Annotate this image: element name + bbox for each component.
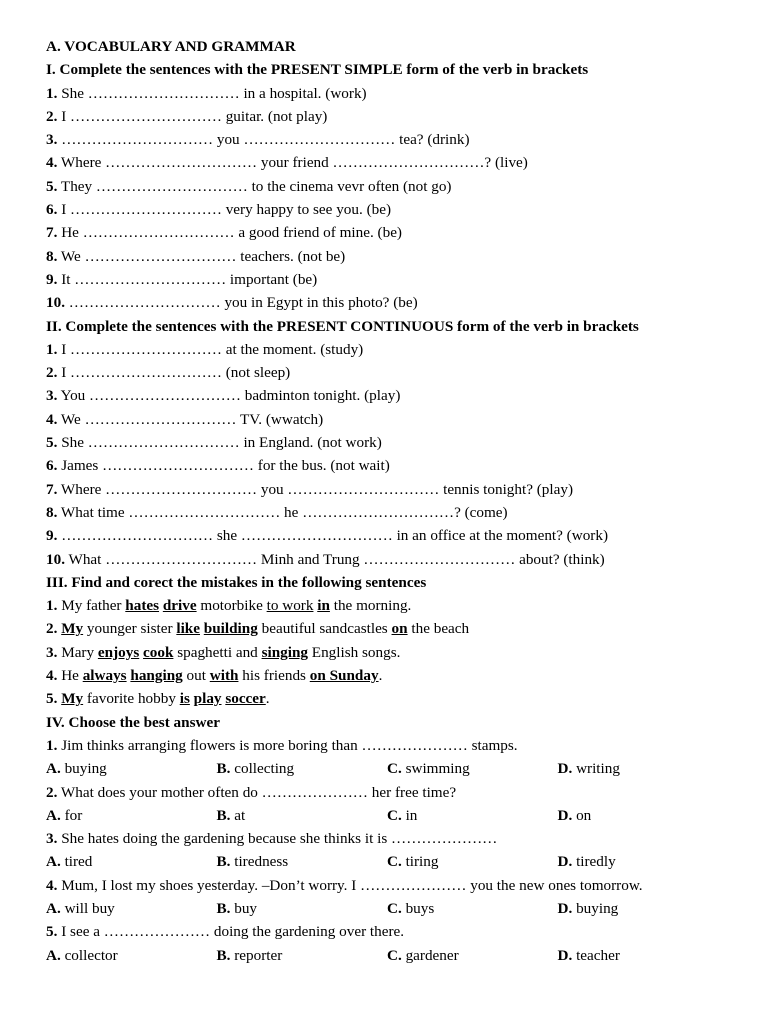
marked-word: like xyxy=(176,620,200,638)
item-number: 10. xyxy=(46,550,65,568)
marked-word: to work xyxy=(266,597,314,615)
exercise-item xyxy=(46,82,728,105)
option-text: buying xyxy=(60,760,107,778)
item-number: 1. xyxy=(46,340,58,358)
item-number: 9. xyxy=(46,527,58,545)
section-3-list xyxy=(46,594,728,710)
item-text: What time ………………………… he …………………………? (come) xyxy=(57,503,508,521)
question xyxy=(46,874,728,921)
marked-word: play xyxy=(193,690,222,708)
item-number: 10. xyxy=(46,294,65,312)
item-number: 5. xyxy=(46,434,58,452)
item-text: She ………………………… in England. (not work) xyxy=(57,434,382,452)
option-letter: B. xyxy=(216,899,231,917)
option-text: buy xyxy=(230,899,258,917)
option-letter: C. xyxy=(387,946,402,964)
option-text: buying xyxy=(572,899,619,917)
option-text: writing xyxy=(572,760,620,778)
section-1-list xyxy=(46,82,728,315)
option-letter: C. xyxy=(387,806,402,824)
option-d xyxy=(558,757,729,780)
option-text: tiredness xyxy=(230,853,289,871)
sentence-text: . xyxy=(378,667,383,685)
marked-word: My xyxy=(61,690,84,708)
marked-word: is xyxy=(179,690,190,708)
question-number: 2. xyxy=(46,783,58,801)
exercise-item xyxy=(46,291,728,314)
sentence-text: younger sister xyxy=(83,620,177,638)
item-number: 2. xyxy=(46,364,58,382)
mistake-item xyxy=(46,617,728,640)
option-d xyxy=(558,804,729,827)
mistake-item xyxy=(46,687,728,710)
item-text: I ………………………… at the moment. (study) xyxy=(57,340,364,358)
question-stem xyxy=(46,734,728,757)
item-number: 3. xyxy=(46,131,58,149)
option-text: tiring xyxy=(401,853,439,871)
item-sentence xyxy=(57,644,400,661)
question-stem xyxy=(46,781,728,804)
question xyxy=(46,734,728,781)
option-text: on xyxy=(572,806,592,824)
sentence-text: He xyxy=(57,667,83,685)
exercise-item xyxy=(46,431,728,454)
item-text: You ………………………… badminton tonight. (play) xyxy=(57,387,401,405)
answer-options xyxy=(46,897,728,920)
item-sentence xyxy=(57,597,411,614)
option-text: collecting xyxy=(230,760,295,778)
exercise-item xyxy=(46,151,728,174)
sentence-text: . xyxy=(265,690,270,708)
sentence-text: the beach xyxy=(407,620,470,638)
option-letter: A. xyxy=(46,760,61,778)
item-number: 8. xyxy=(46,247,58,265)
option-a xyxy=(46,804,217,827)
section-3-title: III. Find and corect the mistakes in the following sentences xyxy=(46,573,427,591)
option-text: buys xyxy=(401,899,435,917)
question-text: She hates doing the gardening because she thinks it is ………………… xyxy=(57,830,498,848)
option-letter: D. xyxy=(557,853,573,871)
option-text: for xyxy=(60,806,83,824)
question-text: Jim thinks arranging flowers is more boring than ………………… stamps. xyxy=(57,736,518,754)
sentence-text: Mary xyxy=(57,643,98,661)
option-d xyxy=(558,897,729,920)
exercise-item xyxy=(46,454,728,477)
marked-word: always xyxy=(82,667,127,685)
marked-word: hates xyxy=(125,597,160,615)
item-text: I ………………………… (not sleep) xyxy=(57,364,291,382)
exercise-item xyxy=(46,548,728,571)
item-text: James ………………………… for the bus. (not wait) xyxy=(57,457,390,475)
option-letter: B. xyxy=(216,760,231,778)
option-text: gardener xyxy=(401,946,459,964)
option-letter: C. xyxy=(387,853,402,871)
item-text: He ………………………… a good friend of mine. (be) xyxy=(57,224,402,242)
option-b xyxy=(217,804,388,827)
sentence-text: the morning. xyxy=(329,597,412,615)
mistake-item xyxy=(46,664,728,687)
item-text: We ………………………… teachers. (not be) xyxy=(57,247,346,265)
item-text: What ………………………… Minh and Trung ………………………… about? (think) xyxy=(64,550,605,568)
answer-options xyxy=(46,944,728,967)
question xyxy=(46,781,728,828)
question-stem xyxy=(46,920,728,943)
question-stem xyxy=(46,874,728,897)
item-number: 4. xyxy=(46,154,58,172)
section-1-title: I. Complete the sentences with the PRESENT SIMPLE form of the verb in brackets xyxy=(46,61,589,79)
marked-word: cook xyxy=(143,643,174,661)
question-number: 1. xyxy=(46,736,58,754)
exercise-item xyxy=(46,245,728,268)
item-number: 3. xyxy=(46,643,58,661)
page-heading: A. VOCABULARY AND GRAMMAR xyxy=(46,38,296,55)
item-number: 9. xyxy=(46,270,58,288)
option-text: swimming xyxy=(401,760,470,778)
marked-word: enjoys xyxy=(97,643,140,661)
marked-word: on Sunday xyxy=(309,667,379,685)
marked-word: with xyxy=(209,667,239,685)
marked-word: singing xyxy=(261,643,308,661)
option-a xyxy=(46,850,217,873)
item-number: 6. xyxy=(46,201,58,219)
item-number: 3. xyxy=(46,387,58,405)
question xyxy=(46,920,728,967)
exercise-item xyxy=(46,501,728,524)
option-c xyxy=(387,897,558,920)
marked-word: My xyxy=(61,620,84,638)
sentence-text: My father xyxy=(57,597,126,615)
mistake-item xyxy=(46,641,728,664)
item-text: I ………………………… very happy to see you. (be) xyxy=(57,201,392,219)
option-letter: D. xyxy=(557,946,573,964)
exercise-item xyxy=(46,478,728,501)
item-text: They ………………………… to the cinema vevr often (not go) xyxy=(57,177,452,195)
option-letter: A. xyxy=(46,946,61,964)
question-text: What does your mother often do ………………… her free time? xyxy=(57,783,457,801)
exercise-item xyxy=(46,338,728,361)
option-text: will buy xyxy=(60,899,115,917)
exercise-item xyxy=(46,384,728,407)
mistake-item xyxy=(46,594,728,617)
option-c xyxy=(387,944,558,967)
question xyxy=(46,827,728,874)
item-text: ………………………… you ………………………… tea? (drink) xyxy=(57,131,470,149)
option-text: reporter xyxy=(230,946,283,964)
question-text: Mum, I lost my shoes yesterday. –Don’t worry. I ………………… you the new ones tomorrow. xyxy=(57,876,643,894)
item-sentence xyxy=(57,620,469,637)
option-d xyxy=(558,850,729,873)
option-letter: B. xyxy=(216,853,231,871)
exercise-item xyxy=(46,198,728,221)
question-text: I see a ………………… doing the gardening over there. xyxy=(57,923,405,941)
item-text: Where ………………………… you ………………………… tennis tonight? (play) xyxy=(57,480,574,498)
question-number: 5. xyxy=(46,923,58,941)
option-text: tiredly xyxy=(572,853,616,871)
exercise-item xyxy=(46,268,728,291)
option-c xyxy=(387,804,558,827)
answer-options xyxy=(46,757,728,780)
item-number: 6. xyxy=(46,457,58,475)
item-number: 8. xyxy=(46,503,58,521)
item-sentence xyxy=(57,667,382,684)
item-number: 5. xyxy=(46,177,58,195)
question-number: 3. xyxy=(46,830,58,848)
item-text: We ………………………… TV. (wwatch) xyxy=(57,410,324,428)
sentence-text: favorite hobby xyxy=(83,690,180,708)
option-c xyxy=(387,757,558,780)
exercise-item xyxy=(46,361,728,384)
option-a xyxy=(46,944,217,967)
option-a xyxy=(46,897,217,920)
option-a xyxy=(46,757,217,780)
sentence-text: spaghetti and xyxy=(173,643,262,661)
option-letter: A. xyxy=(46,853,61,871)
exercise-item xyxy=(46,105,728,128)
exercise-item xyxy=(46,524,728,547)
option-letter: C. xyxy=(387,760,402,778)
exercise-item xyxy=(46,408,728,431)
option-b xyxy=(217,850,388,873)
item-text: Where ………………………… your friend …………………………? (live) xyxy=(57,154,528,172)
sentence-text: his friends xyxy=(238,667,310,685)
option-letter: D. xyxy=(557,760,573,778)
section-2-list xyxy=(46,338,728,571)
option-c xyxy=(387,850,558,873)
item-text: She ………………………… in a hospital. (work) xyxy=(57,84,367,102)
marked-word: hanging xyxy=(130,667,183,685)
answer-options xyxy=(46,804,728,827)
item-number: 7. xyxy=(46,480,58,498)
option-text: collector xyxy=(60,946,118,964)
sentence-text: beautiful sandcastles xyxy=(257,620,392,638)
sentence-text: English songs. xyxy=(308,643,401,661)
item-number: 7. xyxy=(46,224,58,242)
option-letter: B. xyxy=(216,806,231,824)
option-text: tired xyxy=(60,853,93,871)
option-letter: D. xyxy=(557,806,573,824)
option-letter: A. xyxy=(46,806,61,824)
item-text: ………………………… she ………………………… in an office at the moment? (work) xyxy=(57,527,608,545)
sentence-text: out xyxy=(182,667,210,685)
option-letter: C. xyxy=(387,899,402,917)
marked-word: on xyxy=(391,620,408,638)
option-d xyxy=(558,944,729,967)
option-letter: B. xyxy=(216,946,231,964)
section-4-list xyxy=(46,734,728,967)
item-number: 4. xyxy=(46,667,58,685)
item-number: 2. xyxy=(46,620,58,638)
item-number: 4. xyxy=(46,410,58,428)
exercise-item xyxy=(46,175,728,198)
item-number: 5. xyxy=(46,690,58,708)
option-text: teacher xyxy=(572,946,620,964)
item-number: 1. xyxy=(46,84,58,102)
option-letter: D. xyxy=(557,899,573,917)
section-2-title: II. Complete the sentences with the PRESENT CONTINUOUS form of the verb in brackets xyxy=(46,317,639,335)
marked-word: soccer xyxy=(225,690,266,708)
marked-word: building xyxy=(203,620,258,638)
option-text: at xyxy=(230,806,246,824)
item-sentence xyxy=(57,690,269,707)
exercise-item xyxy=(46,221,728,244)
item-text: ………………………… you in Egypt in this photo? (be) xyxy=(64,294,418,312)
option-b xyxy=(217,897,388,920)
item-text: I ………………………… guitar. (not play) xyxy=(57,107,328,125)
marked-word: drive xyxy=(162,597,197,615)
item-number: 2. xyxy=(46,107,58,125)
answer-options xyxy=(46,850,728,873)
section-4-title: IV. Choose the best answer xyxy=(46,713,220,731)
question-number: 4. xyxy=(46,876,58,894)
item-text: It ………………………… important (be) xyxy=(57,270,318,288)
item-number: 1. xyxy=(46,597,58,615)
question-stem xyxy=(46,827,728,850)
option-b xyxy=(217,757,388,780)
exercise-item xyxy=(46,128,728,151)
option-b xyxy=(217,944,388,967)
option-text: in xyxy=(401,806,418,824)
marked-word: in xyxy=(317,597,330,615)
sentence-text: motorbike xyxy=(196,597,267,615)
option-letter: A. xyxy=(46,899,61,917)
